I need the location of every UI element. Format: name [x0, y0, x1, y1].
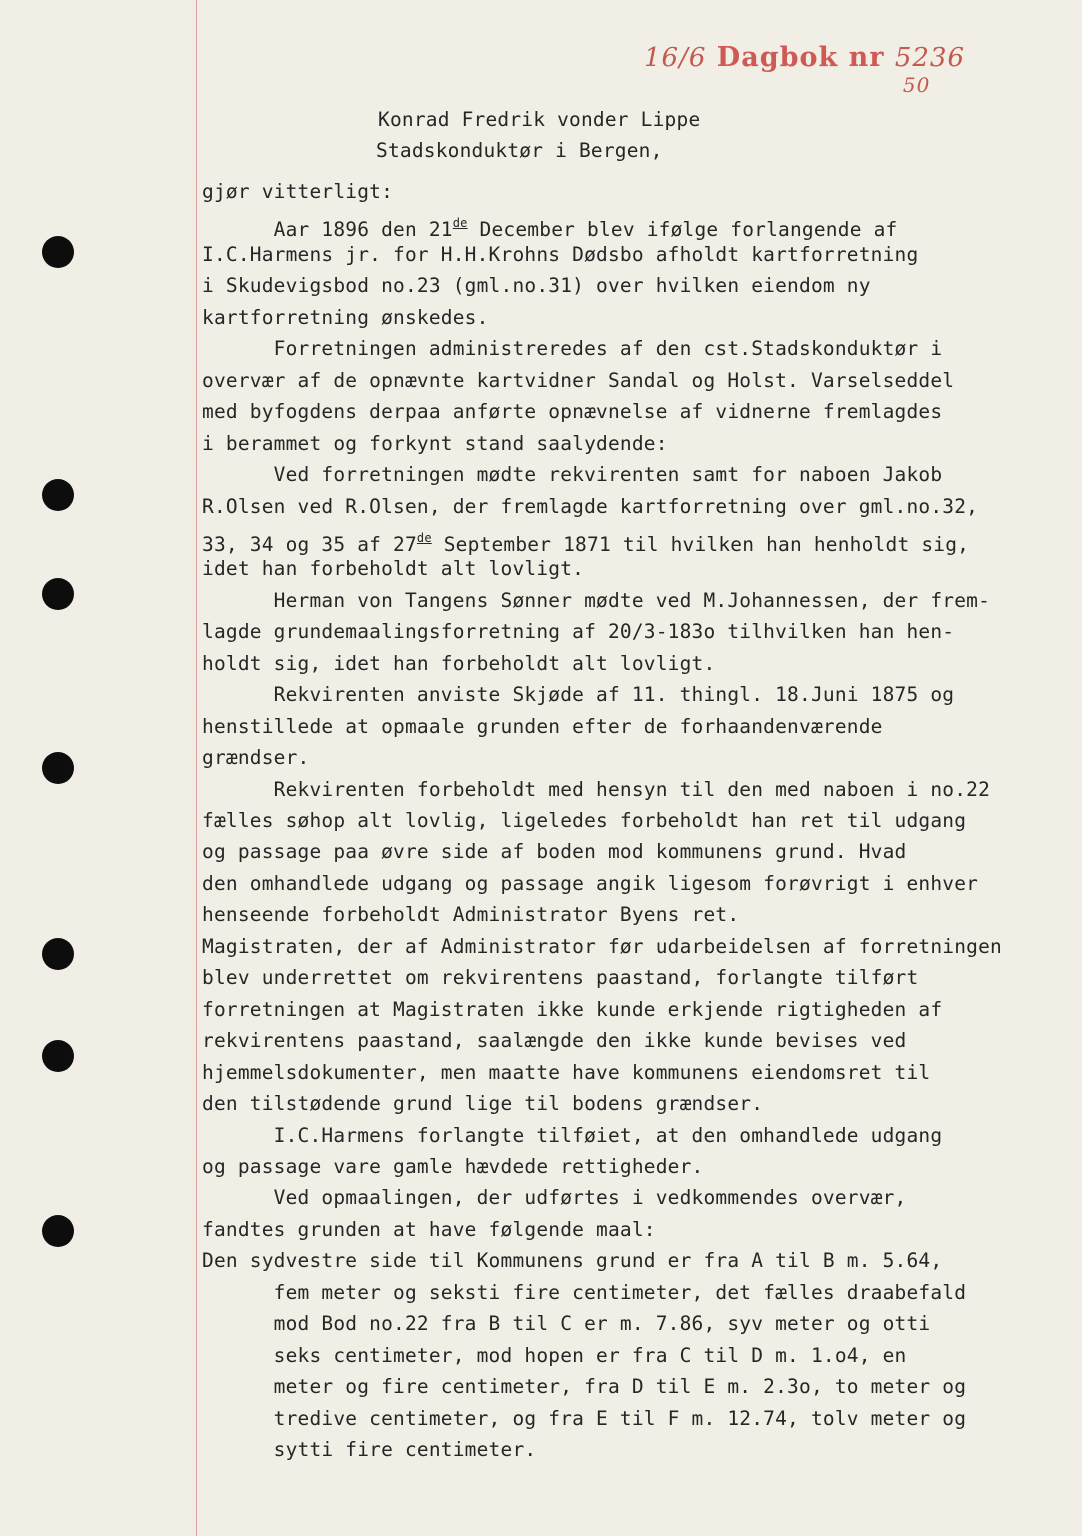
body-line: rekvirentens paastand, saalængde den ikke kunde bevises ved — [202, 1029, 907, 1053]
line-continuation: December blev ifølge forlangende af — [467, 218, 898, 242]
body-line: R.Olsen ved R.Olsen, der fremlagde kartforretning over gml.no.32, — [202, 494, 979, 518]
ordinal-superscript: de — [416, 530, 432, 545]
body-line: fem meter og seksti fire centimeter, det fælles draabefald — [202, 1280, 967, 1304]
body-line: grændser. — [202, 746, 310, 770]
binder-hole — [42, 1215, 74, 1247]
body-line: overvær af de opnævnte kartvidner Sandal og Holst. Varselseddel — [202, 368, 955, 392]
binder-hole — [42, 479, 74, 511]
binder-hole — [42, 938, 74, 970]
body-line: fandtes grunden at have følgende maal: — [202, 1217, 656, 1241]
body-line: den omhandlede udgang og passage angik ligesom forøvrigt i enhver — [202, 871, 979, 895]
body-line: forretningen at Magistraten ikke kunde erkjende rigtigheden af — [202, 997, 943, 1021]
binder-hole — [42, 236, 74, 268]
body-line: Rekvirenten anviste Skjøde af 11. thingl. 18.Juni 1875 og — [202, 683, 955, 707]
body-line: seks centimeter, mod hopen er fra C til D m. 1.o4, en — [202, 1343, 907, 1367]
body-line: meter og fire centimeter, fra D til E m. 2.3o, to meter og — [202, 1375, 967, 1399]
body-line: den tilstødende grund lige til bodens grændser. — [202, 1092, 764, 1116]
body-line: Magistraten, der af Administrator før udarbeidelsen af forretningen — [202, 934, 1002, 958]
body-line: I.C.Harmens forlangte tilføiet, at den omhandlede udgang — [202, 1123, 943, 1147]
body-line: tredive centimeter, og fra E til F m. 12.74, tolv meter og — [202, 1406, 967, 1430]
handwritten-date: 16/6 — [644, 43, 707, 73]
body-line: i berammet og forkynt stand saalydende: — [202, 431, 668, 455]
body-line: lagde grundemaalingsforretning af 20/3-183o tilhvilken han hen- — [202, 620, 955, 644]
body-line: henseende forbeholdt Administrator Byens ret. — [202, 903, 740, 927]
body-line: I.C.Harmens jr. for H.H.Krohns Dødsbo afholdt kartforretning — [202, 242, 919, 266]
issuer-name: Konrad Fredrik vonder Lippe — [378, 108, 701, 131]
body-line: henstillede at opmaale grunden efter de forhaandenværende — [202, 714, 883, 738]
body-line: og passage vare gamle hævdede rettigheder. — [202, 1154, 704, 1178]
journal-stamp — [644, 42, 966, 97]
binder-hole — [42, 752, 74, 784]
body-line: med byfogdens derpaa anførte opnævnelse af vidnerne fremlagdes — [202, 400, 943, 424]
body-line: idet han forbeholdt alt lovligt. — [202, 557, 585, 581]
stamp-number-sub: 50 — [902, 73, 931, 97]
body-line: Ved forretningen mødte rekvirenten samt for naboen Jakob — [202, 463, 943, 487]
body-line: og passage paa øvre side af boden mod kommunens grund. Hvad — [202, 840, 907, 864]
binder-hole — [42, 578, 74, 610]
body-line: mod Bod no.22 fra B til C er m. 7.86, syv meter og otti — [202, 1312, 931, 1336]
body-line: Den sydvestre side til Kommunens grund er fra A til B m. 5.64, — [202, 1249, 943, 1273]
body-line: holdt sig, idet han forbeholdt alt lovligt. — [202, 651, 716, 675]
body-line: kartforretning ønskedes. — [202, 305, 489, 329]
ordinal-superscript: de — [452, 216, 468, 231]
body-line: Aar 1896 den 21de December blev ifølge forlangende af — [202, 216, 898, 242]
body-line: Rekvirenten forbeholdt med hensyn til den med naboen i no.22 — [202, 777, 991, 801]
binder-hole — [42, 1040, 74, 1072]
body-line: blev underrettet om rekvirentens paastand, forlangte tilført — [202, 966, 919, 990]
line-continuation: September 1871 til hvilken han henholdt sig, — [431, 532, 970, 556]
body-line: hjemmelsdokumenter, men maatte have kommunens eiendomsret til — [202, 1060, 931, 1084]
stamp-number: 5236 50 — [894, 43, 966, 97]
issuer-role: Stadskonduktør i Bergen, — [376, 139, 663, 162]
body-line: fælles søhop alt lovlig, ligeledes forbeholdt han ret til udgang — [202, 809, 967, 832]
body-line: 33, 34 og 35 af 27de September 1871 til hvilken han henholdt sig, — [202, 530, 970, 556]
body-line: Herman von Tangens Sønner mødte ved M.Johannessen, der frem- — [202, 588, 991, 612]
body-line: sytti fire centimeter. — [202, 1438, 537, 1461]
body-line: Ved opmaalingen, der udførtes i vedkommendes overvær, — [202, 1186, 907, 1210]
body-line: Forretningen administreredes af den cst.Stadskonduktør i — [202, 337, 943, 361]
body-line: i Skudevigsbod no.23 (gml.no.31) over hvilken eiendom ny — [202, 274, 871, 298]
body-line: gjør vitterligt: — [202, 180, 394, 203]
margin-rule — [196, 0, 197, 1536]
stamp-label: Dagbok nr — [716, 42, 885, 73]
